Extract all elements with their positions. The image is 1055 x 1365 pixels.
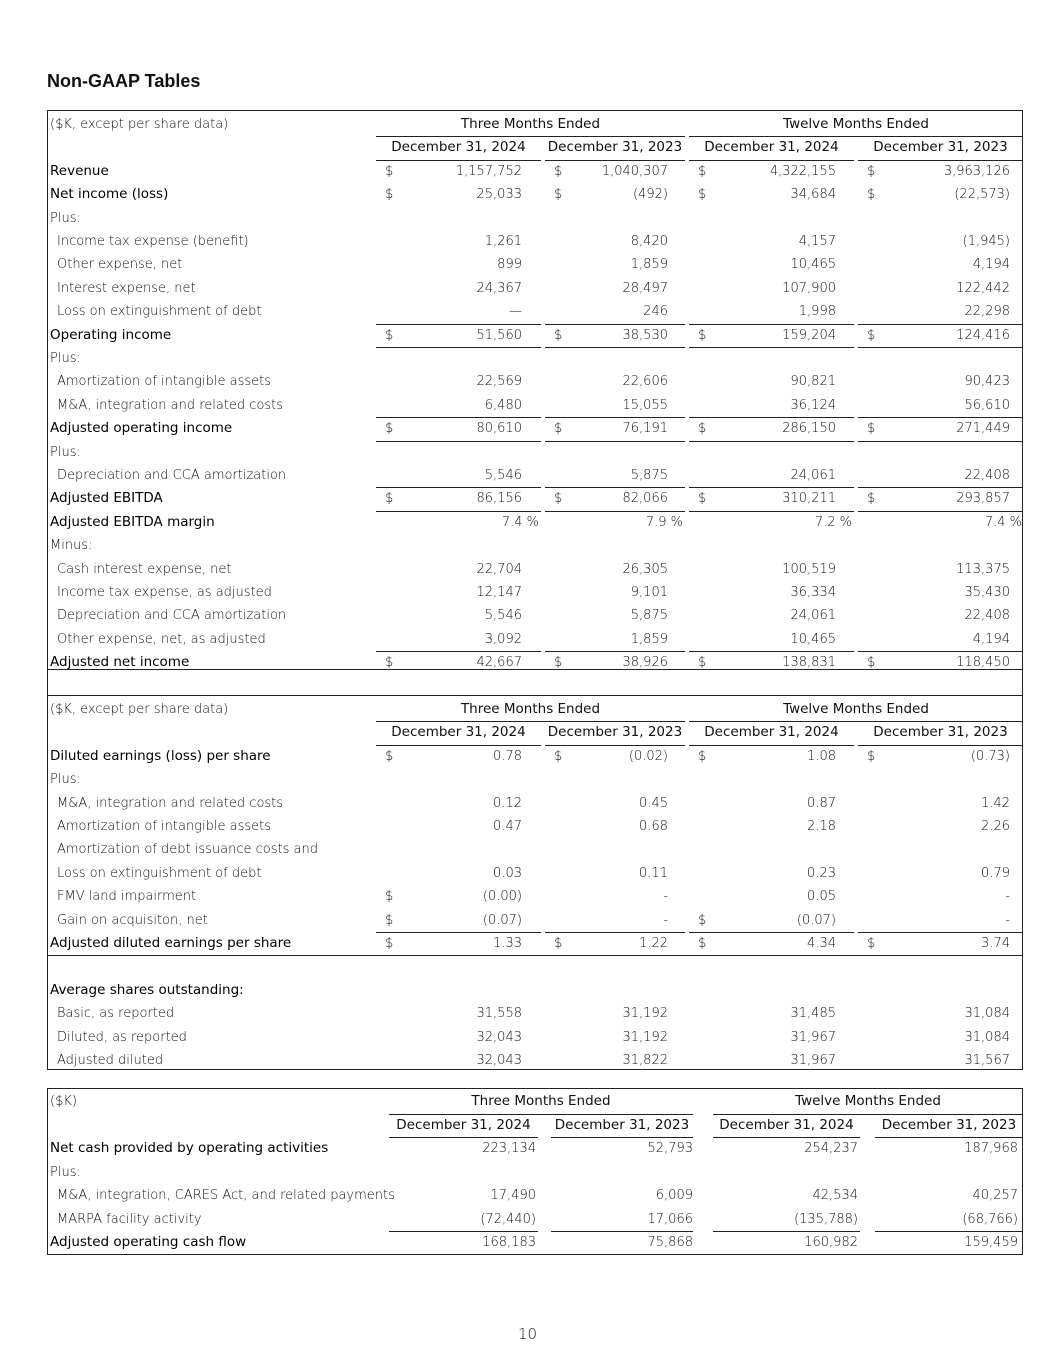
column-header: December 31, 2023 <box>547 139 683 156</box>
cell-value: 32,043 <box>476 1053 522 1068</box>
table-row <box>48 300 1022 323</box>
cell-value: 22,408 <box>964 468 1010 483</box>
table-row <box>48 838 1022 861</box>
cell-value: 75,868 <box>647 1235 693 1250</box>
table-row <box>48 511 1022 534</box>
row-label: Plus: <box>50 351 81 366</box>
table-row <box>48 370 1022 393</box>
unit-label: ($K) <box>50 1094 77 1109</box>
table-row <box>48 1026 1022 1049</box>
period-twelve-months: Twelve Months Ended <box>795 1093 941 1109</box>
table-row <box>48 324 1022 347</box>
cell-value: 10,465 <box>790 257 836 273</box>
cell-value: 22,408 <box>964 608 1010 624</box>
cell-value: 100,519 <box>782 561 836 577</box>
cell-value: 9,101 <box>630 585 668 600</box>
cell-value: (72,440) <box>480 1211 536 1227</box>
cell-value: 86,156 <box>476 491 522 507</box>
cell-value: 90,821 <box>790 374 836 390</box>
table-row <box>48 487 1022 510</box>
currency-sign: $ <box>554 421 563 437</box>
table-row <box>48 792 1022 815</box>
currency-sign: $ <box>867 936 876 951</box>
cell-value: 10,465 <box>790 631 836 647</box>
row-label: Interest expense, net <box>57 280 196 296</box>
row-label: Plus: <box>50 772 81 788</box>
cell-value: 34,684 <box>790 187 836 203</box>
cell-value: (0.07) <box>482 912 522 928</box>
table-header-periods <box>48 698 1022 721</box>
cell-value: 4,157 <box>798 234 836 249</box>
period-three-months: Three Months Ended <box>471 1093 611 1109</box>
column-header: December 31, 2024 <box>391 139 526 156</box>
table-row <box>48 909 1022 932</box>
currency-sign: $ <box>385 889 394 905</box>
row-label: Adjusted EBITDA margin <box>50 513 215 530</box>
row-label: Loss on extinguishment of debt <box>57 865 262 881</box>
cell-value: 24,061 <box>790 608 836 624</box>
table-header-periods <box>48 113 1022 136</box>
currency-sign: $ <box>698 187 707 203</box>
cell-value: 22,298 <box>964 304 1010 320</box>
cell-value: 82,066 <box>622 491 668 507</box>
currency-sign: $ <box>554 491 563 507</box>
cell-value: 36,334 <box>790 585 836 600</box>
cell-value: 36,124 <box>790 397 836 413</box>
cell-value: 1,859 <box>630 631 668 647</box>
currency-sign: $ <box>385 491 394 507</box>
currency-sign: $ <box>698 748 707 764</box>
cell-value: 31,967 <box>790 1029 836 1045</box>
cell-value: 0.03 <box>493 865 522 881</box>
column-header: December 31, 2024 <box>396 1116 531 1133</box>
row-label: Amortization of intangible assets <box>57 819 271 834</box>
cell-value: 28,497 <box>622 280 668 296</box>
row-label: Income tax expense, as adjusted <box>57 585 272 600</box>
table-row <box>48 417 1022 440</box>
cell-value: 1,157,752 <box>455 163 522 179</box>
cell-value: 286,150 <box>782 421 836 437</box>
row-label: M&A, integration, CARES Act, and related payments <box>57 1188 395 1203</box>
currency-sign: $ <box>698 912 707 928</box>
column-header: December 31, 2024 <box>704 139 839 156</box>
table-row <box>48 885 1022 908</box>
currency-sign: $ <box>867 187 876 203</box>
currency-sign: $ <box>385 748 394 764</box>
cell-value: 7.4 % <box>501 514 539 530</box>
cell-value: 17,066 <box>647 1211 693 1227</box>
table-row <box>48 558 1022 581</box>
cell-value: 6,480 <box>484 397 522 413</box>
table-row <box>48 464 1022 487</box>
cell-value: (0.00) <box>482 889 522 905</box>
row-label: Depreciation and CCA amortization <box>57 468 287 483</box>
row-label: Amortization of debt issuance costs and <box>57 842 318 858</box>
row-label: Plus: <box>50 210 81 226</box>
cash-flow-reconciliation-table <box>47 1088 1023 1255</box>
cell-value: 899 <box>497 257 522 273</box>
cell-value: 0.47 <box>493 819 522 834</box>
table-row <box>48 347 1022 370</box>
cell-value: 80,610 <box>476 421 522 437</box>
row-label: Other expense, net <box>57 257 183 273</box>
cell-value: 22,704 <box>476 561 522 577</box>
cell-value: 187,968 <box>964 1141 1018 1156</box>
column-header: December 31, 2023 <box>873 724 1008 741</box>
cell-value: 2.18 <box>807 819 836 834</box>
cell-value: 15,055 <box>622 397 668 413</box>
cell-value: (0.02) <box>628 748 668 764</box>
cell-value: 1,859 <box>630 257 668 273</box>
currency-sign: $ <box>698 421 707 437</box>
currency-sign: $ <box>385 327 394 343</box>
currency-sign: $ <box>385 912 394 928</box>
table-row <box>48 581 1022 604</box>
cell-value: 42,667 <box>476 655 522 671</box>
row-label: Loss on extinguishment of debt <box>57 304 262 320</box>
row-label: Basic, as reported <box>57 1006 175 1022</box>
currency-sign: $ <box>554 748 563 764</box>
period-three-months: Three Months Ended <box>460 116 601 132</box>
cell-value: 124,416 <box>956 327 1010 343</box>
column-header: December 31, 2024 <box>719 1116 854 1133</box>
row-label: Plus: <box>50 1164 81 1180</box>
currency-sign: $ <box>867 327 876 343</box>
table-row <box>48 1137 1022 1160</box>
column-header: December 31, 2023 <box>873 139 1008 156</box>
cell-value: 3.74 <box>981 936 1010 951</box>
period-three-months: Three Months Ended <box>460 701 601 717</box>
cell-value: 159,204 <box>782 327 836 343</box>
currency-sign: $ <box>867 748 876 764</box>
row-label: Cash interest expense, net <box>57 561 232 577</box>
table-row <box>48 1208 1022 1231</box>
cell-value: 0.23 <box>807 865 836 881</box>
cell-value: 56,610 <box>964 397 1010 413</box>
row-label: Depreciation and CCA amortization <box>57 608 287 624</box>
table-row <box>48 253 1022 276</box>
cell-value: 5,875 <box>630 468 668 483</box>
table-row <box>48 160 1022 183</box>
cell-value: 76,191 <box>622 421 668 437</box>
cell-value: 90,423 <box>964 374 1010 390</box>
cell-value: 293,857 <box>956 491 1010 507</box>
table-row <box>48 183 1022 206</box>
cell-value: 24,367 <box>476 280 522 296</box>
cell-value: (22,573) <box>954 187 1010 203</box>
cell-value: 254,237 <box>804 1141 858 1156</box>
table-header-columns <box>48 721 1022 744</box>
cell-value: 31,967 <box>790 1053 836 1068</box>
cell-value: (135,788) <box>794 1211 858 1227</box>
cell-value: 17,490 <box>490 1188 536 1203</box>
table-row <box>48 1184 1022 1207</box>
cell-value: (0.73) <box>970 748 1010 764</box>
table-row <box>48 441 1022 464</box>
unit-label: ($K, except per share data) <box>50 702 229 717</box>
eps-reconciliation-table <box>47 695 1023 1070</box>
cell-value: 113,375 <box>956 561 1010 577</box>
cell-value: 40,257 <box>972 1188 1018 1203</box>
row-label: Diluted, as reported <box>57 1029 187 1045</box>
table-row <box>48 394 1022 417</box>
currency-sign: $ <box>385 187 394 203</box>
row-label: Net income (loss) <box>50 186 169 203</box>
cell-value: 271,449 <box>956 421 1010 437</box>
cell-value: 6,009 <box>655 1188 693 1203</box>
cell-value: (492) <box>633 187 668 203</box>
table-row <box>48 1002 1022 1025</box>
cell-value: - <box>1005 912 1010 928</box>
currency-sign: $ <box>554 163 563 179</box>
table-spacer <box>47 669 1023 696</box>
currency-sign: $ <box>554 187 563 203</box>
cell-value: 25,033 <box>476 187 522 203</box>
cell-value: 0.12 <box>493 795 522 811</box>
column-header: December 31, 2023 <box>881 1116 1017 1133</box>
table-row <box>48 745 1022 768</box>
cell-value: 3,963,126 <box>943 163 1010 179</box>
cell-value: 1,998 <box>798 304 836 320</box>
table-row <box>48 862 1022 885</box>
cell-value: 0.11 <box>639 865 668 881</box>
table-row <box>48 230 1022 253</box>
cell-value: 4,322,155 <box>769 163 836 179</box>
currency-sign: $ <box>698 491 707 507</box>
row-label: M&A, integration and related costs <box>57 795 284 811</box>
cell-value: 12,147 <box>476 585 522 600</box>
row-label: Revenue <box>50 162 109 179</box>
cell-value: 31,084 <box>964 1006 1010 1022</box>
cell-value: 122,442 <box>956 280 1010 296</box>
table-row <box>48 534 1022 557</box>
cell-value: 52,793 <box>647 1141 693 1156</box>
cell-value: 31,567 <box>964 1053 1010 1068</box>
currency-sign: $ <box>554 655 563 671</box>
cell-value: 35,430 <box>964 585 1010 600</box>
table-row <box>48 277 1022 300</box>
cell-value: 138,831 <box>782 655 836 671</box>
cell-value: — <box>509 304 522 320</box>
cell-value: 1.22 <box>639 936 668 951</box>
cell-value: 246 <box>643 304 668 320</box>
cell-value: 0.87 <box>807 795 836 811</box>
table-row <box>48 604 1022 627</box>
currency-sign: $ <box>554 327 563 343</box>
currency-sign: $ <box>867 421 876 437</box>
cell-value: 0.78 <box>493 748 522 764</box>
cell-value: 1.42 <box>981 795 1010 811</box>
cell-value: - <box>1005 889 1010 905</box>
row-label: M&A, integration and related costs <box>57 397 284 413</box>
cell-value: 159,459 <box>964 1235 1018 1250</box>
cell-value: 310,211 <box>782 491 836 507</box>
row-label: Adjusted operating income <box>50 420 233 437</box>
row-label: Adjusted EBITDA <box>50 490 163 507</box>
row-label: Adjusted diluted <box>57 1053 164 1068</box>
row-label: Gain on acquisiton, net <box>57 912 208 928</box>
cell-value: - <box>663 912 668 928</box>
column-header: December 31, 2023 <box>547 724 683 741</box>
table-row <box>48 1231 1022 1254</box>
cell-value: 1.33 <box>493 936 522 951</box>
table-row <box>48 1161 1022 1184</box>
currency-sign: $ <box>698 327 707 343</box>
table-row <box>48 207 1022 230</box>
period-twelve-months: Twelve Months Ended <box>783 116 929 132</box>
currency-sign: $ <box>867 163 876 179</box>
table-row <box>48 1049 1022 1072</box>
cell-value: (68,766) <box>962 1211 1018 1227</box>
row-label: Plus: <box>50 444 81 460</box>
row-label: Minus: <box>50 538 93 554</box>
row-label: Adjusted diluted earnings per share <box>50 935 292 951</box>
currency-sign: $ <box>698 936 707 951</box>
row-label: Amortization of intangible assets <box>57 374 271 390</box>
cell-value: 51,560 <box>476 327 522 343</box>
row-label: Net cash provided by operating activities <box>50 1140 329 1156</box>
unit-label: ($K, except per share data) <box>50 117 229 132</box>
row-label: Adjusted operating cash flow <box>50 1234 247 1250</box>
cell-value: 0.05 <box>807 889 836 905</box>
table-header-columns <box>48 136 1022 159</box>
cell-value: 3,092 <box>484 631 522 647</box>
cell-value: 31,084 <box>964 1029 1010 1045</box>
table-header-columns <box>48 1114 1022 1137</box>
row-label: Other expense, net, as adjusted <box>57 631 266 647</box>
cell-value: 107,900 <box>782 280 836 296</box>
cell-value: 160,982 <box>804 1235 858 1250</box>
cell-value: (1,945) <box>962 234 1010 249</box>
cell-value: 31,485 <box>790 1006 836 1022</box>
cell-value: 7.2 % <box>814 514 852 530</box>
cell-value: 4,194 <box>972 257 1010 273</box>
table-row <box>48 815 1022 838</box>
income-reconciliation-table <box>47 110 1023 670</box>
currency-sign: $ <box>385 421 394 437</box>
row-label: Income tax expense (benefit) <box>57 234 249 249</box>
cell-value: 2.26 <box>981 819 1010 834</box>
column-header: December 31, 2024 <box>391 724 526 741</box>
table-header-periods <box>48 1090 1022 1113</box>
cell-value: 223,134 <box>482 1141 536 1156</box>
cell-value: 32,043 <box>476 1029 522 1045</box>
cell-value: 0.68 <box>639 819 668 834</box>
cell-value: 4,194 <box>972 631 1010 647</box>
cell-value: 5,546 <box>484 468 522 483</box>
cell-value: 26,305 <box>622 561 668 577</box>
cell-value: 5,546 <box>484 608 522 624</box>
currency-sign: $ <box>385 655 394 671</box>
cell-value: 7.4 % <box>984 514 1022 530</box>
row-label: MARPA facility activity <box>57 1211 202 1227</box>
page-title: Non-GAAP Tables <box>47 71 201 91</box>
cell-value: 31,192 <box>622 1006 668 1022</box>
table-row <box>48 979 1022 1002</box>
currency-sign: $ <box>867 655 876 671</box>
period-twelve-months: Twelve Months Ended <box>783 701 929 717</box>
currency-sign: $ <box>385 163 394 179</box>
cell-value: 42,534 <box>812 1188 858 1203</box>
cell-value: 1,040,307 <box>601 163 668 179</box>
table-row <box>48 768 1022 791</box>
row-label: Diluted earnings (loss) per share <box>50 747 271 764</box>
page-number: 10 <box>517 1325 538 1343</box>
currency-sign: $ <box>554 936 563 951</box>
column-header: December 31, 2024 <box>704 724 839 741</box>
currency-sign: $ <box>698 163 707 179</box>
cell-value: - <box>663 889 668 905</box>
cell-value: 22,606 <box>622 374 668 390</box>
cell-value: 5,875 <box>630 608 668 624</box>
row-label: Operating income <box>50 326 172 343</box>
cell-value: 118,450 <box>956 655 1010 671</box>
currency-sign: $ <box>385 936 394 951</box>
cell-value: 22,569 <box>476 374 522 390</box>
cell-value: 24,061 <box>790 468 836 483</box>
cell-value: 7.9 % <box>645 514 683 530</box>
table-row <box>48 955 1022 978</box>
cell-value: 38,530 <box>622 327 668 343</box>
currency-sign: $ <box>867 491 876 507</box>
table-row <box>48 932 1022 955</box>
cell-value: 0.79 <box>981 865 1010 881</box>
cell-value: 168,183 <box>482 1235 536 1250</box>
cell-value: 4.34 <box>807 936 836 951</box>
cell-value: 38,926 <box>622 655 668 671</box>
cell-value: 1.08 <box>807 748 836 764</box>
column-header: December 31, 2023 <box>554 1116 690 1133</box>
cell-value: 31,822 <box>622 1053 668 1068</box>
row-label: Average shares outstanding: <box>50 981 244 998</box>
row-label: FMV land impairment <box>57 889 197 905</box>
currency-sign: $ <box>698 655 707 671</box>
cell-value: 8,420 <box>630 234 668 249</box>
row-label: Adjusted net income <box>50 654 190 671</box>
cell-value: 31,558 <box>476 1006 522 1022</box>
cell-value: 1,261 <box>484 234 522 249</box>
cell-value: 0.45 <box>639 795 668 811</box>
cell-value: 31,192 <box>622 1029 668 1045</box>
table-row <box>48 628 1022 651</box>
cell-value: (0.07) <box>796 912 836 928</box>
